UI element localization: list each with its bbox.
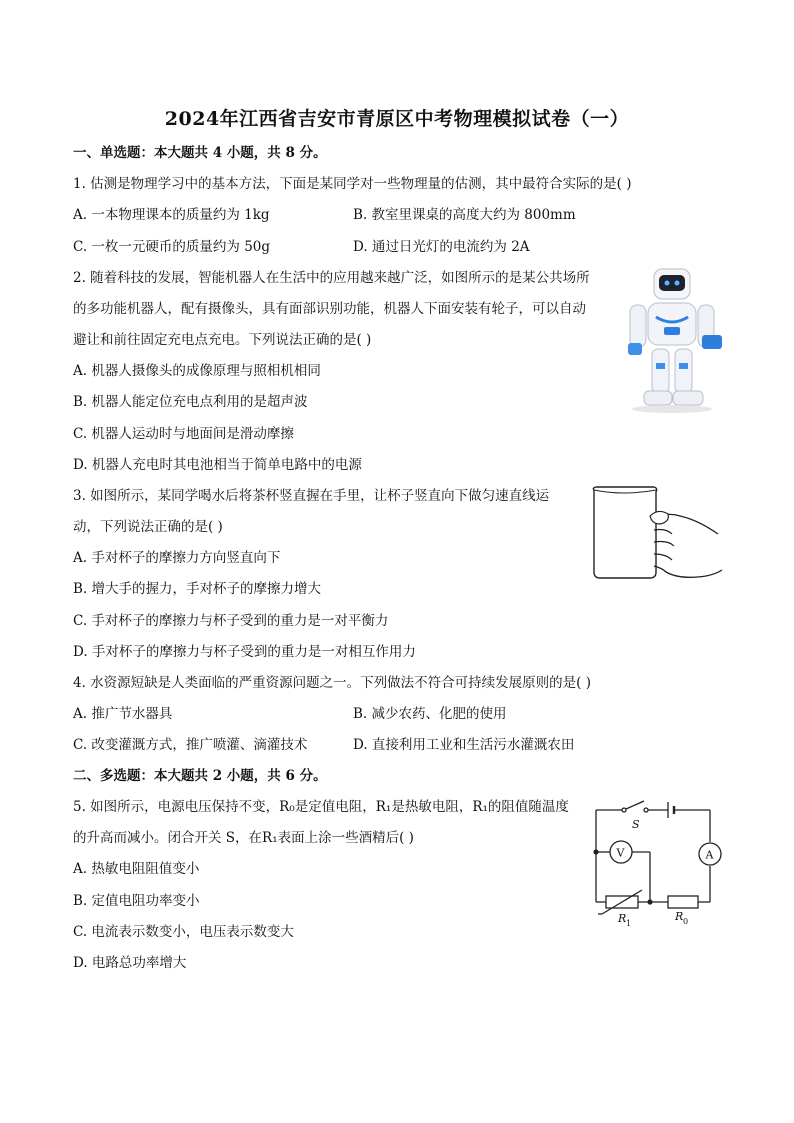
r1-subscript: 1 [626, 919, 632, 928]
question-2-stem-line-2: 的多功能机器人，配有摄像头，具有面部识别功能，机器人下面安装有轮子，可以自动 [73, 301, 586, 317]
question-1-option-d: D. 通过日光灯的电流约为 2A [353, 239, 530, 255]
question-4-option-b: B. 减少农药、化肥的使用 [353, 706, 507, 722]
switch-label: S [632, 818, 640, 831]
r0-subscript: 0 [683, 917, 689, 926]
robot-image [618, 265, 726, 415]
question-2-option-c: C. 机器人运动时与地面间是滑动摩擦 [73, 426, 294, 442]
question-4-option-c: C. 改变灌溉方式，推广喷灌、滴灌技术 [73, 737, 308, 753]
question-2-option-a: A. 机器人摄像头的成像原理与照相机相同 [73, 363, 321, 379]
question-2-option-b: B. 机器人能定位充电点利用的是超声波 [73, 394, 308, 410]
question-5-stem-line-1: 5. 如图所示，电源电压保持不变，R₀是定值电阻，R₁是热敏电阻，R₁的阻值随温度 [73, 799, 569, 815]
question-3-stem-line-1: 3. 如图所示，某同学喝水后将茶杯竖直握在手里，让杯子竖直向下做匀速直线运 [73, 488, 550, 504]
question-1-option-c: C. 一枚一元硬币的质量约为 50g [73, 239, 271, 255]
question-5-option-b: B. 定值电阻功率变小 [73, 893, 200, 909]
cup-in-hand-image [588, 484, 724, 584]
question-2-stem-line-3: 避让和前往固定充电点充电。下列说法正确的是( ) [73, 332, 372, 348]
question-3-option-a: A. 手对杯子的摩擦力方向竖直向下 [73, 550, 281, 566]
r1-label: R [618, 912, 627, 925]
question-2-stem-line-1: 2. 随着科技的发展，智能机器人在生活中的应用越来越广泛，如图所示的是某公共场所 [73, 270, 590, 286]
question-4-option-a: A. 推广节水器具 [73, 706, 173, 722]
section-heading-multiple-choice: 二、多选题：本大题共 2 小题，共 6 分。 [73, 768, 327, 784]
question-5-stem-line-2: 的升高而减小。闭合开关 S，在R₁表面上涂一些酒精后( ) [73, 830, 414, 846]
question-5-option-d: D. 电路总功率增大 [73, 955, 187, 971]
voltmeter-label: V [616, 846, 625, 860]
question-1-option-b: B. 教室里课桌的高度大约为 800mm [353, 207, 576, 223]
question-3-option-c: C. 手对杯子的摩擦力与杯子受到的重力是一对平衡力 [73, 613, 389, 629]
ammeter-label: A [705, 848, 714, 862]
question-4-stem: 4. 水资源短缺是人类面临的严重资源问题之一。下列做法不符合可持续发展原则的是( ) [73, 675, 591, 691]
circuit-diagram [588, 796, 724, 928]
question-3-option-d: D. 手对杯子的摩擦力与杯子受到的重力是一对相互作用力 [73, 644, 416, 660]
question-3-option-b: B. 增大手的握力，手对杯子的摩擦力增大 [73, 581, 322, 597]
question-5-option-a: A. 热敏电阻阻值变小 [73, 861, 200, 877]
question-1-stem: 1. 估测是物理学习中的基本方法，下面是某同学对一些物理量的估测，其中最符合实际的是( ) [73, 176, 632, 192]
section-heading-single-choice: 一、单选题：本大题共 4 小题，共 8 分。 [73, 145, 327, 161]
question-1-option-a: A. 一本物理课本的质量约为 1kg [73, 207, 270, 223]
page-title: 2024年江西省吉安市青原区中考物理模拟试卷（一） [164, 108, 630, 130]
question-5-option-c: C. 电流表示数变小，电压表示数变大 [73, 924, 294, 940]
question-4-option-d: D. 直接利用工业和生活污水灌溉农田 [353, 737, 575, 753]
r0-label: R [675, 910, 684, 923]
question-2-option-d: D. 机器人充电时其电池相当于简单电路中的电源 [73, 457, 362, 473]
question-3-stem-line-2: 动，下列说法正确的是( ) [73, 519, 223, 535]
